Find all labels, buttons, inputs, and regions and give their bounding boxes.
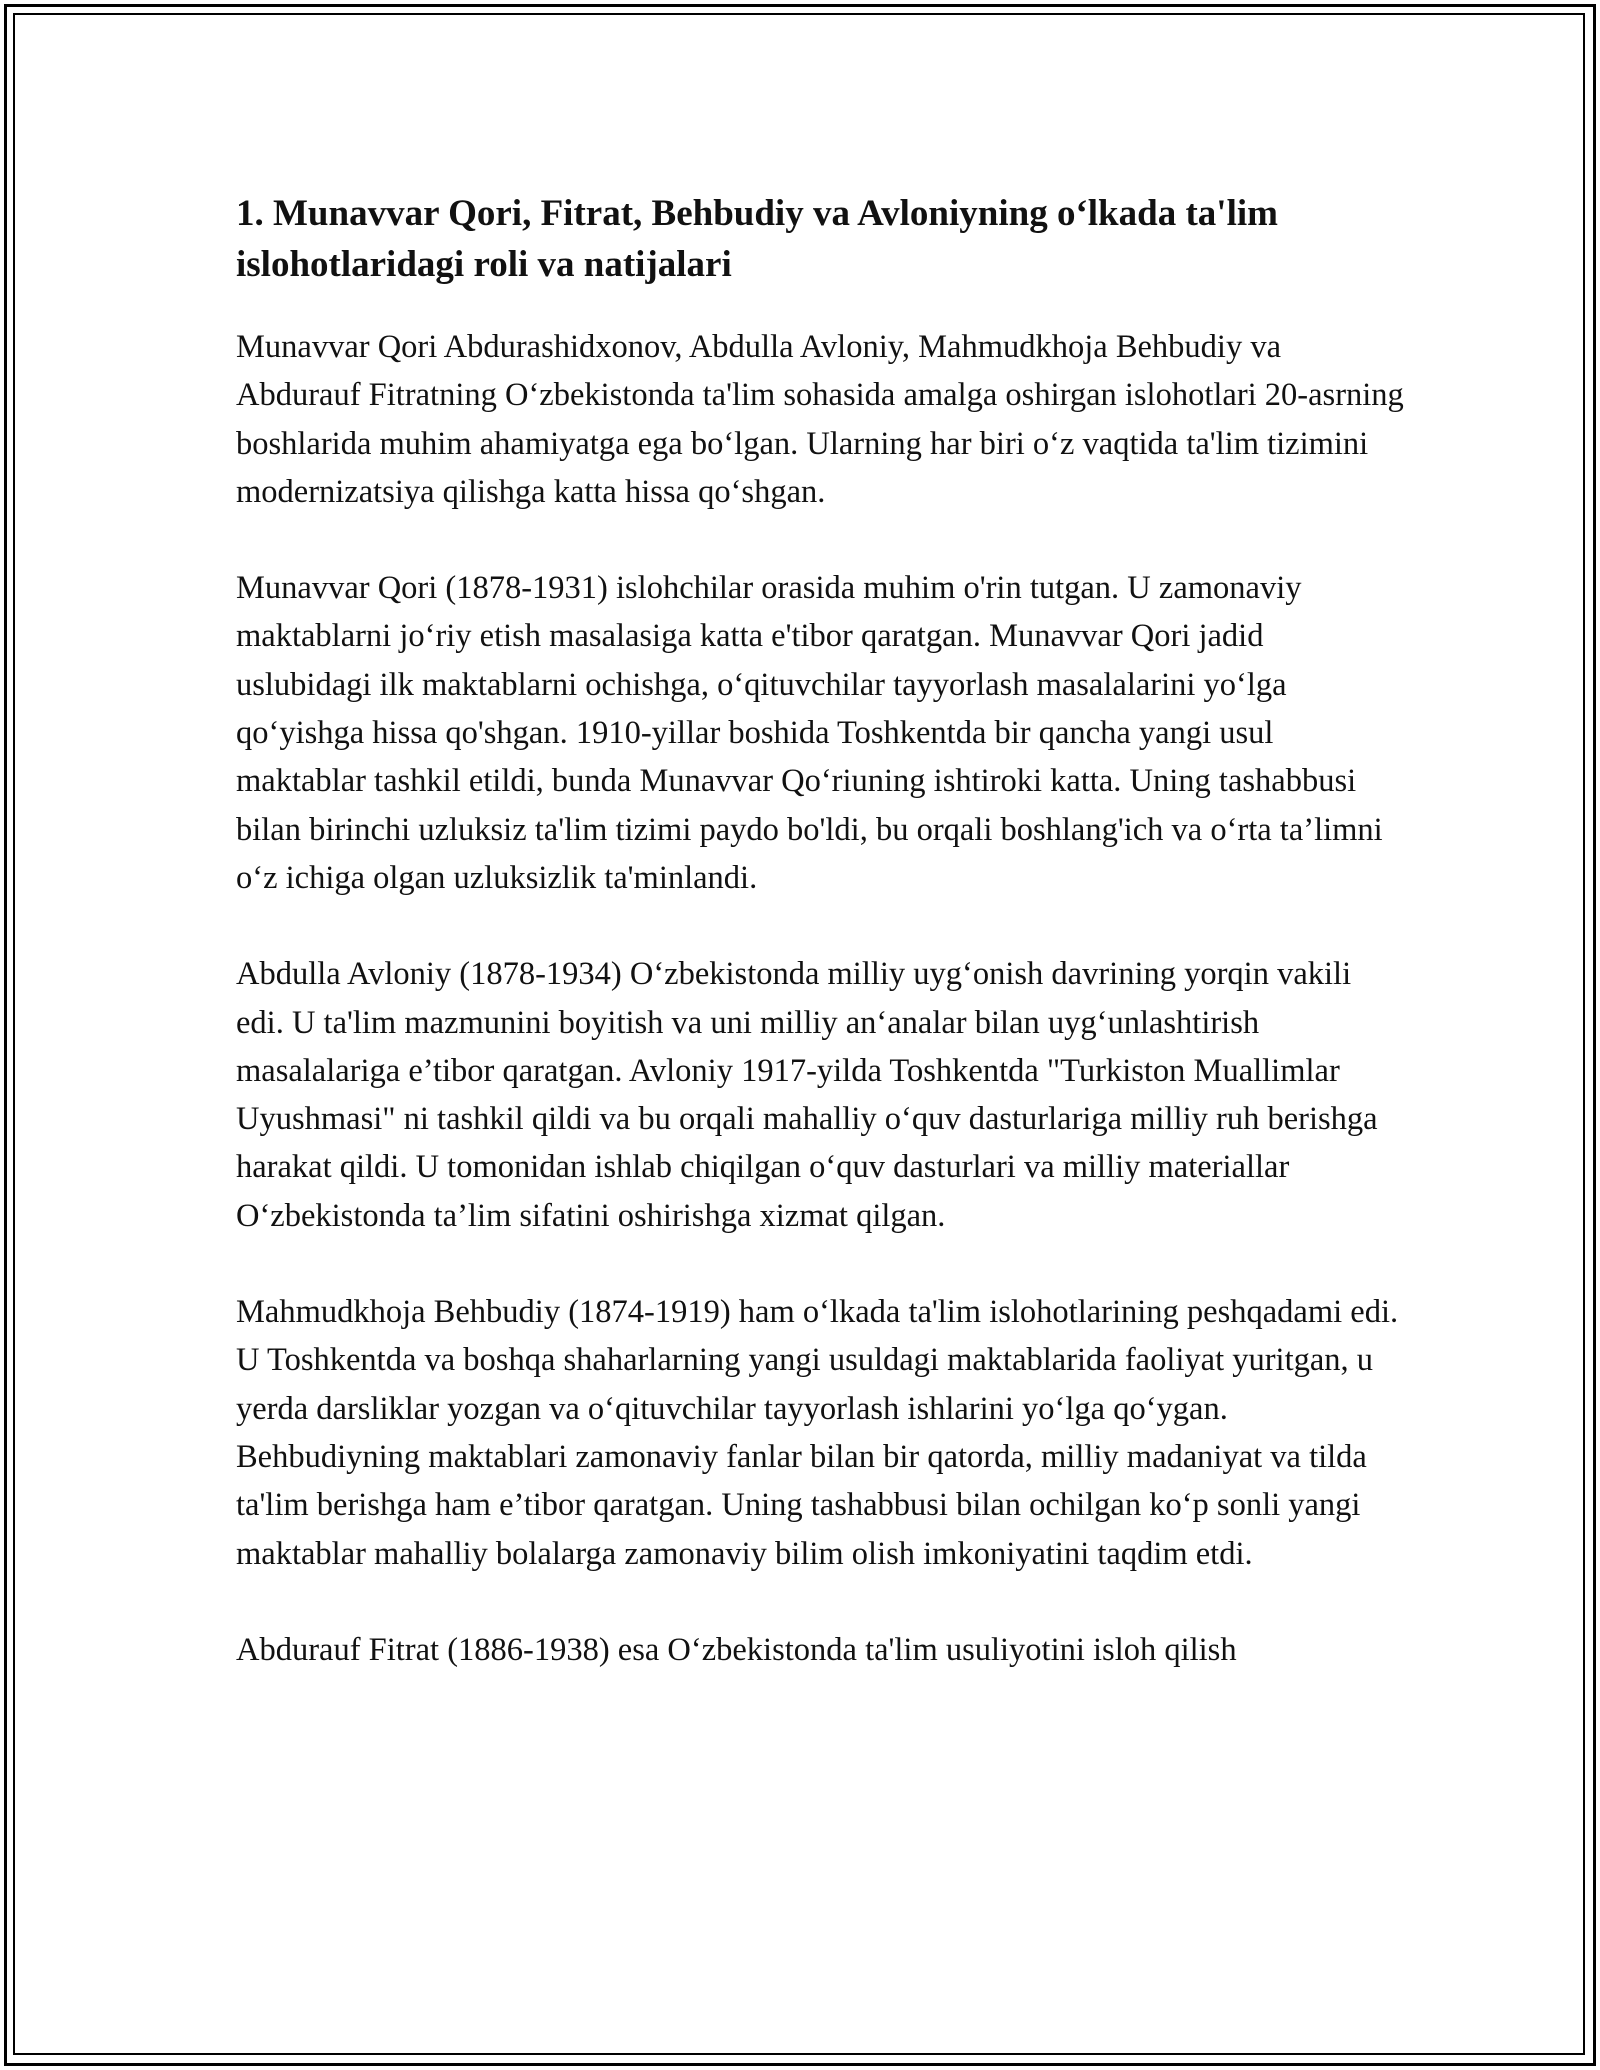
paragraph-intro: Munavvar Qori Abdurashidxonov, Abdulla Avloniy, Mahmudkhoja Behbudiy va Abdurauf Fitratning O‘zbekistonda ta'lim sohasida amalga oshirgan islohotlari 20-asrning boshlarida muhim ahamiyatga ega bo‘lgan. Ularning har biri o‘z vaqtida ta'lim tizimini modernizatsiya qilishga katta hissa qo‘shgan. (236, 329, 1404, 510)
document-body (236, 188, 1406, 1722)
paragraph-behbudiy: Mahmudkhoja Behbudiy (1874-1919) ham o‘lkada ta'lim islohotlarining peshqadami edi. U Toshkentda va boshqa shaharlarning yangi usuldagi maktablarida faoliyat yuritgan, u yerda darsliklar yozgan va o‘qituvchilar tayyorlash ishlarini yo‘lga qo‘ygan. Behbudiyning maktablari zamonaviy fanlar bilan bir qatorda, milliy madaniyat va tilda ta'lim berishga ham e’tibor qaratgan. Uning tashabbusi bilan ochilgan ko‘p sonli yangi maktablar mahalliy bolalarga zamonaviy bilim olish imkoniyatini taqdim etdi. (236, 1294, 1399, 1572)
paragraph-fitrat: Abdurauf Fitrat (1886-1938) esa O‘zbekistonda ta'lim usuliyotini isloh qilish (236, 1631, 1237, 1668)
paragraph-avloniy: Abdulla Avloniy (1878-1934) O‘zbekistonda milliy uyg‘onish davrining yorqin vakili edi. U ta'lim mazmunini boyitish va uni milliy an‘analar bilan uyg‘unlashtirish masalalariga e’tibor qaratgan. Avloniy 1917-yilda Toshkentda "Turkiston Muallimlar Uyushmasi" ni tashkil qildi va bu orqali mahalliy o‘quv dasturlariga milliy ruh berishga harakat qildi. U tomonidan ishlab chiqilgan o‘quv dasturlari va milliy materiallar O‘zbekistonda ta’lim sifatini oshirishga xizmat qilgan. (236, 956, 1378, 1234)
paragraph-munavvar-qori: Munavvar Qori (1878-1931) islohchilar orasida muhim o'rin tutgan. U zamonaviy maktablarni jo‘riy etish masalasiga katta e'tibor qaratgan. Munavvar Qori jadid uslubidagi ilk maktablarni ochishga, o‘qituvchilar tayyorlash masalalarini yo‘lga qo‘yishga hissa qo'shgan. 1910-yillar boshida Toshkentda bir qancha yangi usul maktablar tashkil etildi, bunda Munavvar Qo‘riuning ishtiroki katta. Uning tashabbusi bilan birinchi uzluksiz ta'lim tizimi paydo bo'ldi, bu orqali boshlang'ich va o‘rta ta’limni o‘z ichiga olgan uzluksizlik ta'minlandi. (236, 570, 1383, 896)
section-heading: 1. Munavvar Qori, Fitrat, Behbudiy va Avloniyning o‘lkada ta'lim islohotlaridagi roli va natijalari (236, 193, 1278, 285)
